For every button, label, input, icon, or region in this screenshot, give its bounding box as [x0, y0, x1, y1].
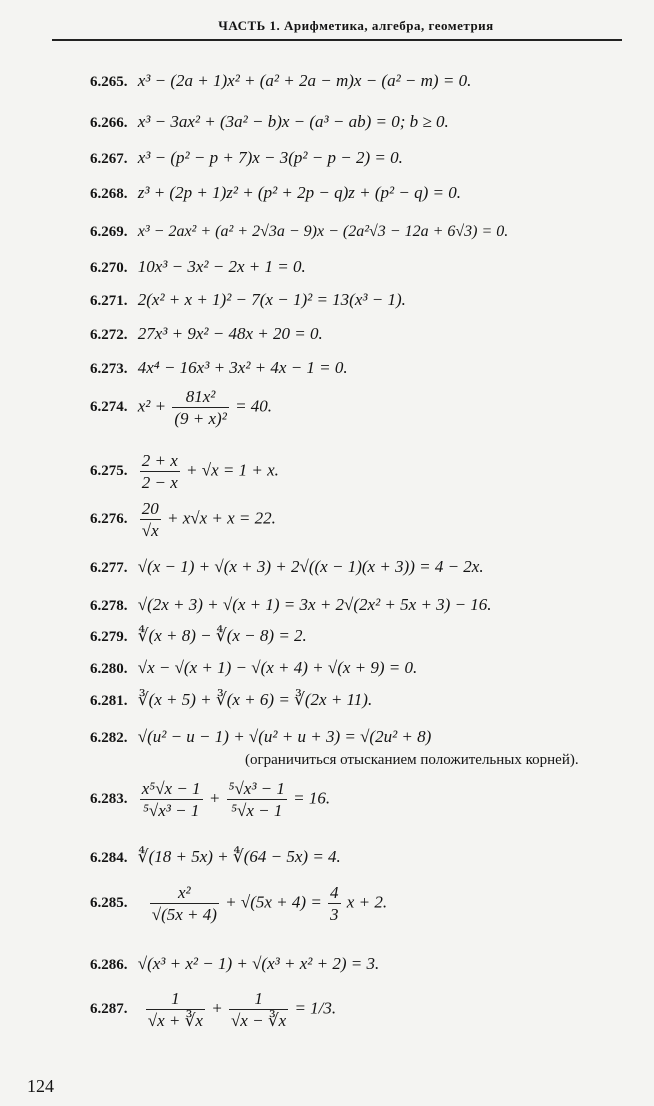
problem-number: 6.277.	[90, 560, 128, 576]
problem-6-270	[90, 258, 630, 276]
equation-part: = 40.	[235, 396, 273, 416]
problem-6-266	[90, 113, 630, 131]
problem-number: 6.273.	[90, 361, 128, 377]
fraction	[229, 990, 288, 1029]
equation: ∜(x + 8) − ∜(x − 8) = 2.	[137, 626, 307, 645]
problem-6-272	[90, 325, 630, 343]
problem-6-276	[90, 500, 630, 539]
equation: x³ − 2ax² + (a² + 2√3a − 9)x − (2a²√3 − 12a + 6√3) = 0.	[137, 223, 509, 240]
equation-part: + x√x + x = 22.	[167, 508, 276, 528]
numerator: 20	[141, 499, 159, 518]
problem-number: 6.286.	[90, 957, 128, 973]
equation: x³ − (2a + 1)x² + (a² + 2a − m)x − (a² − m) = 0.	[137, 71, 472, 90]
fraction	[140, 780, 203, 819]
problem-number: 6.270.	[90, 260, 128, 276]
problem-6-279	[90, 627, 630, 645]
equation-part: = 16.	[293, 788, 331, 808]
problem-6-277	[90, 558, 630, 576]
equation: 27x³ + 9x² − 48x + 20 = 0.	[137, 324, 323, 343]
problem-6-286	[90, 955, 630, 973]
problem-6-265	[90, 72, 630, 90]
numerator: 1	[229, 990, 288, 1010]
problem-number: 6.284.	[90, 850, 128, 866]
numerator: x⁵√x − 1	[141, 779, 201, 798]
problem-6-280	[90, 659, 630, 677]
denominator: 3	[330, 905, 339, 924]
problem-number: 6.282.	[90, 730, 128, 746]
denominator: √x − ∛x	[230, 1011, 287, 1030]
fraction	[328, 884, 341, 923]
denominator: √x + ∛x	[147, 1011, 203, 1030]
equation: 2(x² + x + 1)² − 7(x − 1)² = 13(x³ − 1).	[137, 290, 406, 309]
fraction	[140, 452, 180, 491]
problem-6-287	[90, 990, 630, 1029]
page-number: 124	[27, 1076, 54, 1096]
equation: √x − √(x + 1) − √(x + 4) + √(x + 9) = 0.	[137, 658, 418, 677]
fraction	[150, 884, 219, 923]
problem-6-278	[90, 596, 630, 614]
fraction	[146, 990, 205, 1029]
page-header: ЧАСТЬ 1. Арифметика, алгебра, геометрия	[218, 18, 494, 33]
denominator: ⁵√x − 1	[231, 801, 283, 820]
denominator: √x	[141, 521, 159, 540]
problem-number: 6.271.	[90, 293, 128, 309]
numerator: 4	[330, 883, 339, 902]
equation-part: + √(5x + 4) =	[225, 892, 322, 912]
problem-6-281	[90, 691, 630, 709]
numerator: 2 + x	[141, 451, 178, 470]
problem-6-271	[90, 291, 630, 309]
equation-part: x + 2.	[346, 892, 388, 912]
problem-number: 6.278.	[90, 598, 128, 614]
denominator: √(5x + 4)	[151, 905, 217, 924]
problem-number: 6.268.	[90, 186, 128, 202]
fraction	[227, 780, 287, 819]
numerator: x²	[150, 884, 219, 904]
fraction	[172, 388, 228, 427]
problem-number: 6.272.	[90, 327, 128, 343]
problem-6-267	[90, 149, 630, 167]
equation: √(x − 1) + √(x + 3) + 2√((x − 1)(x + 3)) = 4 − 2x.	[137, 557, 484, 576]
equation: √(2x + 3) + √(x + 1) = 3x + 2√(2x² + 5x + 3) − 16.	[137, 595, 492, 614]
equation-part: x² +	[137, 396, 167, 416]
equation-part: +	[211, 998, 223, 1018]
numerator: 1	[146, 990, 205, 1010]
problem-number: 6.267.	[90, 151, 128, 167]
denominator: ⁵√x³ − 1	[142, 801, 200, 820]
equation-part: = 1/3.	[294, 998, 337, 1018]
equation: ∜(18 + 5x) + ∜(64 − 5x) = 4.	[137, 847, 341, 866]
problem-6-282-note: (ограничиться отысканием положительных корней).	[245, 752, 579, 768]
header-rule	[52, 39, 622, 41]
denominator: 2 − x	[141, 473, 178, 492]
numerator: ⁵√x³ − 1	[228, 779, 285, 798]
numerator: 81x²	[172, 388, 228, 408]
problem-number: 6.265.	[90, 74, 128, 90]
problem-number: 6.276.	[90, 511, 128, 528]
equation: 10x³ − 3x² − 2x + 1 = 0.	[137, 257, 306, 276]
problem-6-284	[90, 848, 630, 866]
problem-number: 6.269.	[90, 224, 128, 240]
denominator: (9 + x)²	[174, 409, 227, 428]
fraction	[140, 500, 161, 539]
equation: x³ − 3ax² + (3a² − b)x − (a³ − ab) = 0; b ≥ 0.	[137, 112, 449, 131]
problem-number: 6.275.	[90, 463, 128, 480]
equation-part: +	[208, 788, 221, 808]
equation-part: + √x = 1 + x.	[186, 460, 279, 480]
problem-number: 6.281.	[90, 693, 128, 709]
problem-number: 6.274.	[90, 399, 128, 416]
problem-number: 6.280.	[90, 661, 128, 677]
problem-number: 6.266.	[90, 115, 128, 131]
problem-6-269	[90, 222, 630, 240]
problem-number: 6.279.	[90, 629, 128, 645]
problem-number: 6.283.	[90, 791, 128, 808]
problem-6-285	[90, 884, 630, 923]
problem-number: 6.285.	[90, 895, 128, 912]
problem-number: 6.287.	[90, 1001, 128, 1018]
equation: x³ − (p² − p + 7)x − 3(p² − p − 2) = 0.	[137, 148, 403, 167]
equation: 4x⁴ − 16x³ + 3x² + 4x − 1 = 0.	[137, 358, 348, 377]
problem-6-273	[90, 359, 630, 377]
equation: z³ + (2p + 1)z² + (p² + 2p − q)z + (p² − q) = 0.	[137, 183, 461, 202]
problem-6-274	[90, 388, 630, 427]
problem-6-268	[90, 184, 630, 202]
equation: √(u² − u − 1) + √(u² + u + 3) = √(2u² + 8)	[137, 727, 432, 746]
equation: √(x³ + x² − 1) + √(x³ + x² + 2) = 3.	[137, 954, 380, 973]
problem-6-283	[90, 780, 630, 819]
problem-6-282	[90, 728, 630, 746]
problem-6-275	[90, 452, 630, 491]
equation: ∛(x + 5) + ∛(x + 6) = ∛(2x + 11).	[137, 690, 373, 709]
